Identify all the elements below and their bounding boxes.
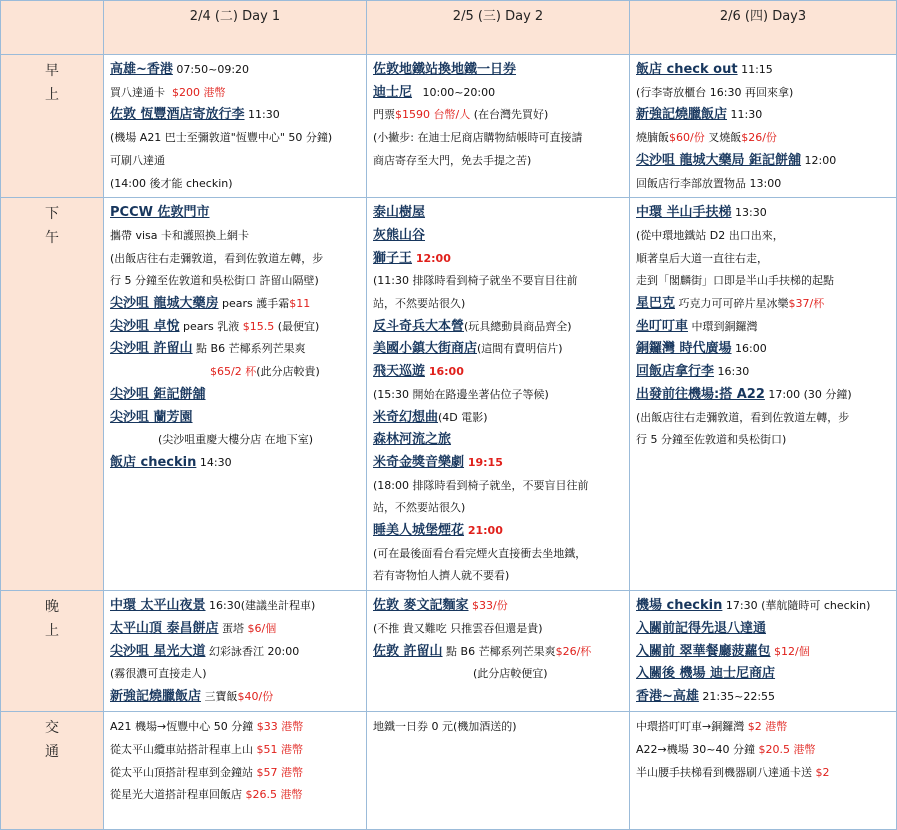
afternoon-row [1, 198, 897, 591]
price: $33/份 [472, 599, 508, 613]
place: 中環 半山手扶梯 [636, 205, 732, 221]
day-2-header: 2/5 (三) Day 2 [367, 1, 630, 55]
place: 銅鑼灣 時代廣場 [636, 341, 732, 357]
place: 星巴克 [636, 296, 676, 312]
transport-day1: A21 機場→恆豐中心 50 分鐘 $33 港幣 從太平山纜車站搭計程車上山 $51 港幣 從太平山頂搭計程車到金鐘站 $57 港幣 從星光大道搭計程車回飯店 $26.5 港幣 [104, 712, 367, 830]
price: $40/份 [237, 689, 274, 703]
transport-row [1, 712, 897, 830]
place: 飯店 checkin [110, 454, 197, 470]
afternoon-label: 下 午 [1, 198, 104, 591]
place: 佐敦 恆豐酒店寄放行李 [110, 107, 245, 123]
place: 入關後 機場 迪士尼商店 [636, 666, 776, 682]
place: 米奇金獎音樂劇 [373, 454, 465, 470]
afternoon-day1: PCCW 佐敦門市 攜帶 visa 卡和護照換上網卡 (出飯店往右走彌敦道，看到佐敦道左轉，步 行 5 分鐘至佐敦道和吳松街口 許留山隔壁) 尖沙咀 龍城大藥房 pears 護手霜$11 尖沙咀 卓悅 pears 乳液 $15.5 (最便宜) 尖沙咀 許留山 點 B6 芒椰系列芒果爽 $65/2 杯(此分店較貴) 尖沙咀 鉅記餅舖 尖沙咀 蘭芳園 (尖沙咀重慶大樓分店 在地下室) 飯店 checkin 14:30 [104, 198, 367, 591]
price: $200 港幣 [172, 85, 226, 99]
price: $65/2 杯 [210, 365, 257, 379]
place: 太平山頂 泰昌餅店 [110, 620, 219, 636]
place: 森林河流之旅 [373, 432, 452, 448]
place: 尖沙咀 卓悅 [110, 318, 180, 334]
evening-day3: 機場 checkin 17:30 (華航隨時可 checkin) 入關前記得先退八達通 入關前 翠華餐廳菠蘿包 $12/個 入關後 機場 迪士尼商店 香港~高雄 21:35~22:55 [630, 591, 897, 712]
header-row [1, 1, 897, 55]
place: 尖沙咀 蘭芳園 [110, 409, 193, 425]
place: 入關前 翠華餐廳菠蘿包 [636, 643, 771, 659]
morning-day2: 佐敦地鐵站換地鐵一日券 迪士尼 10:00~20:00 門票$1590 台幣/人 (在台灣先買好) (小撇步: 在迪士尼商店購物結帳時可直接請 商店寄存至大門，免去手提之苦) [367, 55, 630, 198]
evening-day1: 中環 太平山夜景 16:30(建議坐計程車) 太平山頂 泰昌餅店 蛋塔 $6/個 尖沙咀 星光大道 幻彩詠香江 20:00 (霧很濃可直接走人) 新強記燒臘飯店 三寶飯$40/份 [104, 591, 367, 712]
price: $57 港幣 [256, 765, 303, 779]
price: $12/個 [774, 644, 810, 658]
price: $1590 台幣/人 [395, 108, 471, 122]
price: $20.5 港幣 [758, 742, 816, 756]
place: 高雄~香港 [110, 62, 173, 77]
price: $26.5 港幣 [245, 788, 303, 802]
place: 獅子王 [373, 250, 413, 266]
place: 飛天巡遊 [373, 364, 426, 380]
place: 灰熊山谷 [373, 227, 426, 243]
day-3-header: 2/6 (四) Day3 [630, 1, 897, 55]
place: 美國小鎮大街商店 [373, 341, 478, 357]
place: 出發前往機場:搭 A22 [636, 386, 765, 402]
price: $15.5 [242, 319, 275, 333]
price: $2 [815, 765, 830, 779]
place: 尖沙咀 龍城大藥房 [110, 296, 219, 312]
evening-day2: 佐敦 麥文記麵家 $33/份 (不推 貴又難吃 只推雲吞但還是貴) 佐敦 許留山 點 B6 芒椰系列芒果爽$26/杯 (此分店較便宜) [367, 591, 630, 712]
place: 入關前記得先退八達通 [636, 620, 767, 636]
price: $60/份 [669, 131, 705, 145]
afternoon-day2: 泰山樹屋 灰熊山谷 獅子王 12:00 (11:30 排隊時看到椅子就坐不要盲目往前 站，不然要站很久) 反斗奇兵大本營(玩具總動員商品齊全) 美國小鎮大街商店(這間有賣明信片) 飛天巡遊 16:00 (15:30 開始在路邊坐著佔位子等候) 米奇幻想曲(4D 電影) 森林河流之旅 米奇金獎音樂劇 19:15 (18:00 排隊時看到椅子就坐，不要盲目往前 站，不然要站很久) 睡美人城堡煙花 21:00 (可在最後面看台看完煙火直接衝去坐地鐵， 若有寄物怕人擠人就不要看) [367, 198, 630, 591]
day-1-header: 2/4 (二) Day 1 [104, 1, 367, 55]
evening-label: 晚 上 [1, 591, 104, 712]
place: 新強記燒臘飯店 [636, 107, 728, 123]
place: 佐敦地鐵站換地鐵一日券 [373, 62, 517, 77]
price: $6/個 [247, 621, 277, 635]
price: $51 港幣 [256, 742, 303, 756]
place: 尖沙咀 星光大道 [110, 643, 206, 659]
morning-day3: 飯店 check out 11:15 (行李寄放櫃台 16:30 再回來拿) 新強記燒臘飯店 11:30 燒腩飯$60/份 叉燒飯$26/份 尖沙咀 龍城大藥局 鉅記餅舖 12:00 回飯店行李部放置物品 13:00 [630, 55, 897, 198]
price: $2 港幣 [747, 720, 788, 734]
evening-row [1, 591, 897, 712]
price: $11 [289, 297, 311, 311]
place: 睡美人城堡煙花 [373, 523, 465, 539]
morning-row [1, 55, 897, 198]
morning-label: 早 上 [1, 55, 104, 198]
place: 佐敦 麥文記麵家 [373, 598, 469, 614]
corner-cell [1, 1, 104, 55]
transport-day2: 地鐵一日券 0 元(機加酒送的) [367, 712, 630, 830]
place: 中環 太平山夜景 [110, 598, 206, 614]
price: $26/份 [741, 131, 777, 145]
place: 坐叮叮車 [636, 318, 689, 334]
place: 反斗奇兵大本營 [373, 318, 465, 334]
place: 尖沙咀 鉅記餅舖 [110, 386, 206, 402]
place: 新強記燒臘飯店 [110, 688, 202, 704]
transport-day3: 中環搭叮叮車→銅鑼灣 $2 港幣 A22→機場 30~40 分鐘 $20.5 港幣 半山腰手扶梯看到機器刷八達通卡送 $2 [630, 712, 897, 830]
place: 佐敦 許留山 [373, 643, 443, 659]
place: 迪士尼 [373, 84, 413, 100]
place: 米奇幻想曲 [373, 409, 439, 425]
place: PCCW 佐敦門市 [110, 205, 210, 221]
place: 泰山樹屋 [373, 205, 426, 221]
morning-day1: 高雄~香港 07:50~09:20 買八達通卡 $200 港幣 佐敦 恆豐酒店寄放行李 11:30 (機場 A21 巴士至彌敦道"恆豐中心" 50 分鐘) 可刷八達通 (14:00 後才能 checkin) [104, 55, 367, 198]
afternoon-day3: 中環 半山手扶梯 13:30 (從中環地鐵站 D2 出口出來， 順著皇后大道一直往右走， 走到「閣麟街」口即是半山手扶梯的起點 星巴克 巧克力可可碎片星冰樂$37/杯 坐叮叮車 中環到銅鑼灣 銅鑼灣 時代廣場 16:00 回飯店拿行李 16:30 出發前往機場:搭 A22 17:00 (30 分鐘) (出飯店往右走彌敦道，看到佐敦道左轉，步 行 5 分鐘至佐敦道和吳松街口) [630, 198, 897, 591]
price: $37/杯 [788, 297, 825, 311]
place: 回飯店拿行李 [636, 364, 715, 380]
place: 尖沙咀 許留山 [110, 341, 193, 357]
place: 尖沙咀 龍城大藥局 鉅記餅舖 [636, 152, 802, 168]
place: 香港~高雄 [636, 688, 699, 704]
place: 機場 checkin [636, 598, 723, 614]
price: $33 港幣 [256, 720, 304, 734]
place: 飯店 check out [636, 62, 738, 77]
transport-label: 交 通 [1, 712, 104, 830]
price: $26/杯 [555, 644, 592, 658]
